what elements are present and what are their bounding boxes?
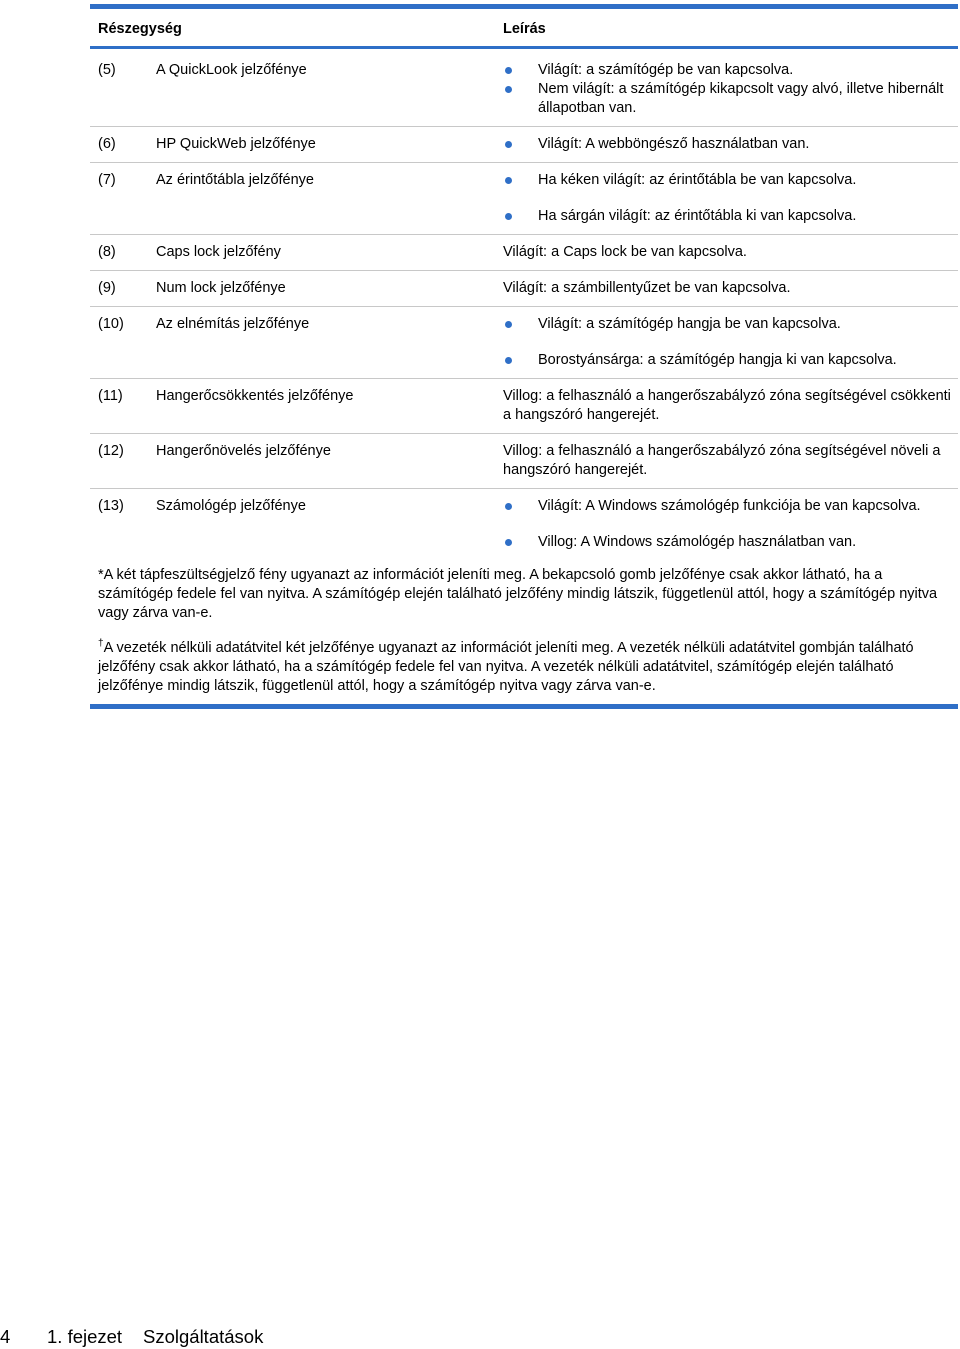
description-line: Borostyánsárga: a számítógép hangja ki van kapcsolva. — [538, 352, 897, 368]
row-component-name: Caps lock jelzőfény — [156, 244, 281, 260]
description-text — [503, 442, 953, 480]
bullet-dot-icon — [505, 86, 512, 93]
row-description — [503, 243, 953, 262]
bullet-dot-icon — [505, 539, 512, 546]
bullet-item — [503, 315, 953, 334]
footnote-marker: † — [98, 638, 104, 650]
row-description — [503, 315, 953, 370]
description-line: Világít: a számítógép hangja be van kapcsolva. — [538, 316, 841, 332]
description-text — [503, 387, 953, 425]
row-component-name: Számológép jelzőfénye — [156, 498, 306, 514]
bullet-item — [503, 80, 953, 118]
row-number: (13) — [98, 498, 124, 514]
row-description — [503, 442, 953, 480]
bullet-item — [503, 135, 953, 154]
row-number: (12) — [98, 443, 124, 459]
description-line: Világít: a számítógép be van kapcsolva. — [538, 62, 794, 78]
row-number: (6) — [98, 136, 116, 152]
description-text — [503, 243, 953, 262]
description-line: Villog: a felhasználó a hangerőszabályzó zóna segítségével csökkenti a hangszóró hangerejét. — [503, 388, 951, 423]
row-component-name: Num lock jelzőfénye — [156, 280, 286, 296]
bullet-item — [503, 351, 953, 370]
row-number: (8) — [98, 244, 116, 260]
description-line: Ha kéken világít: az érintőtábla be van kapcsolva. — [538, 172, 857, 188]
bullet-dot-icon — [505, 141, 512, 148]
description-line: Világít: A Windows számológép funkciója be van kapcsolva. — [538, 498, 921, 514]
row-number: (11) — [98, 388, 123, 404]
table-row — [90, 49, 958, 127]
bullet-item — [503, 171, 953, 190]
description-line: Világít: a Caps lock be van kapcsolva. — [503, 244, 747, 260]
row-description — [503, 387, 953, 425]
row-component-name: Az elnémítás jelzőfénye — [156, 316, 310, 332]
bullet-dot-icon — [505, 321, 512, 328]
row-component-name: Az érintőtábla jelzőfénye — [156, 172, 314, 188]
table-row — [90, 235, 958, 271]
row-component-name: A QuickLook jelzőfénye — [156, 62, 307, 78]
table-body — [90, 49, 958, 560]
table-row — [90, 271, 958, 307]
table-row — [90, 163, 958, 235]
header-part: Részegység — [98, 21, 182, 37]
bullet-dot-icon — [505, 503, 512, 510]
table-row — [90, 379, 958, 434]
footnote-text: A vezeték nélküli adatátvitel két jelzőfénye ugyanazt az információt jeleníti meg. A vezeték nélküli adatátvitel gombján található jelzőfény csak akkor látható, ha a számítógép fedele fel van nyitva. A vezeték nélküli adatátvitel, számítógép elején található jelzőfénye mindig látszik, függetlenül attól, hogy a számítógép nyitva vagy zárva van-e. — [98, 640, 914, 694]
footnote — [98, 566, 958, 623]
row-number: (9) — [98, 280, 116, 296]
description-text — [503, 279, 953, 298]
table-row — [90, 434, 958, 489]
description-line: Világít: a számbillentyűzet be van kapcsolva. — [503, 280, 791, 296]
bullet-item — [503, 61, 953, 80]
chapter-label: 1. fejezet — [47, 1326, 123, 1347]
section-title: Szolgáltatások — [143, 1326, 264, 1347]
row-description — [503, 171, 953, 226]
table-row — [90, 489, 958, 560]
bullet-item — [503, 207, 953, 226]
row-description — [503, 497, 953, 552]
table-row — [90, 127, 958, 163]
bullet-item — [503, 533, 953, 552]
table-header — [90, 9, 958, 49]
row-component-name: Hangerőcsökkentés jelzőfénye — [156, 388, 354, 404]
row-component-name: HP QuickWeb jelzőfénye — [156, 136, 316, 152]
table-row — [90, 307, 958, 379]
table-footnotes — [90, 560, 958, 696]
description-line: Nem világít: a számítógép kikapcsolt vagy alvó, illetve hibernált állapotban van. — [538, 81, 944, 116]
description-line: Ha sárgán világít: az érintőtábla ki van kapcsolva. — [538, 208, 857, 224]
bullet-dot-icon — [505, 357, 512, 364]
bullet-dot-icon — [505, 177, 512, 184]
bullet-dot-icon — [505, 67, 512, 74]
row-description — [503, 61, 953, 118]
row-number: (7) — [98, 172, 116, 188]
row-description — [503, 135, 953, 154]
row-number: (10) — [98, 316, 124, 332]
bullet-item — [503, 497, 953, 516]
description-line: Világít: A webböngésző használatban van. — [538, 136, 810, 152]
row-component-name: Hangerőnövelés jelzőfénye — [156, 443, 331, 459]
row-number: (5) — [98, 62, 116, 78]
component-table — [90, 4, 958, 709]
footnote-text: *A két tápfeszültségjelző fény ugyanazt az információt jeleníti meg. A bekapcsoló gomb jelzőfénye csak akkor látható, ha a számítógép fedele fel van nyitva. A számítógép elején található jelzőfény mindig látszik, függetlenül attól, hogy a számítógép nyitva vagy zárva van-e. — [98, 567, 938, 621]
row-description — [503, 279, 953, 298]
header-description: Leírás — [503, 21, 546, 37]
footnote — [98, 639, 958, 696]
description-line: Villog: a felhasználó a hangerőszabályzó zóna segítségével növeli a hangszóró hangerejét. — [503, 443, 941, 478]
page-number: 4 — [0, 1326, 11, 1347]
bullet-dot-icon — [505, 213, 512, 220]
table-bottom-rule — [90, 704, 958, 709]
description-line: Villog: A Windows számológép használatban van. — [538, 534, 857, 550]
